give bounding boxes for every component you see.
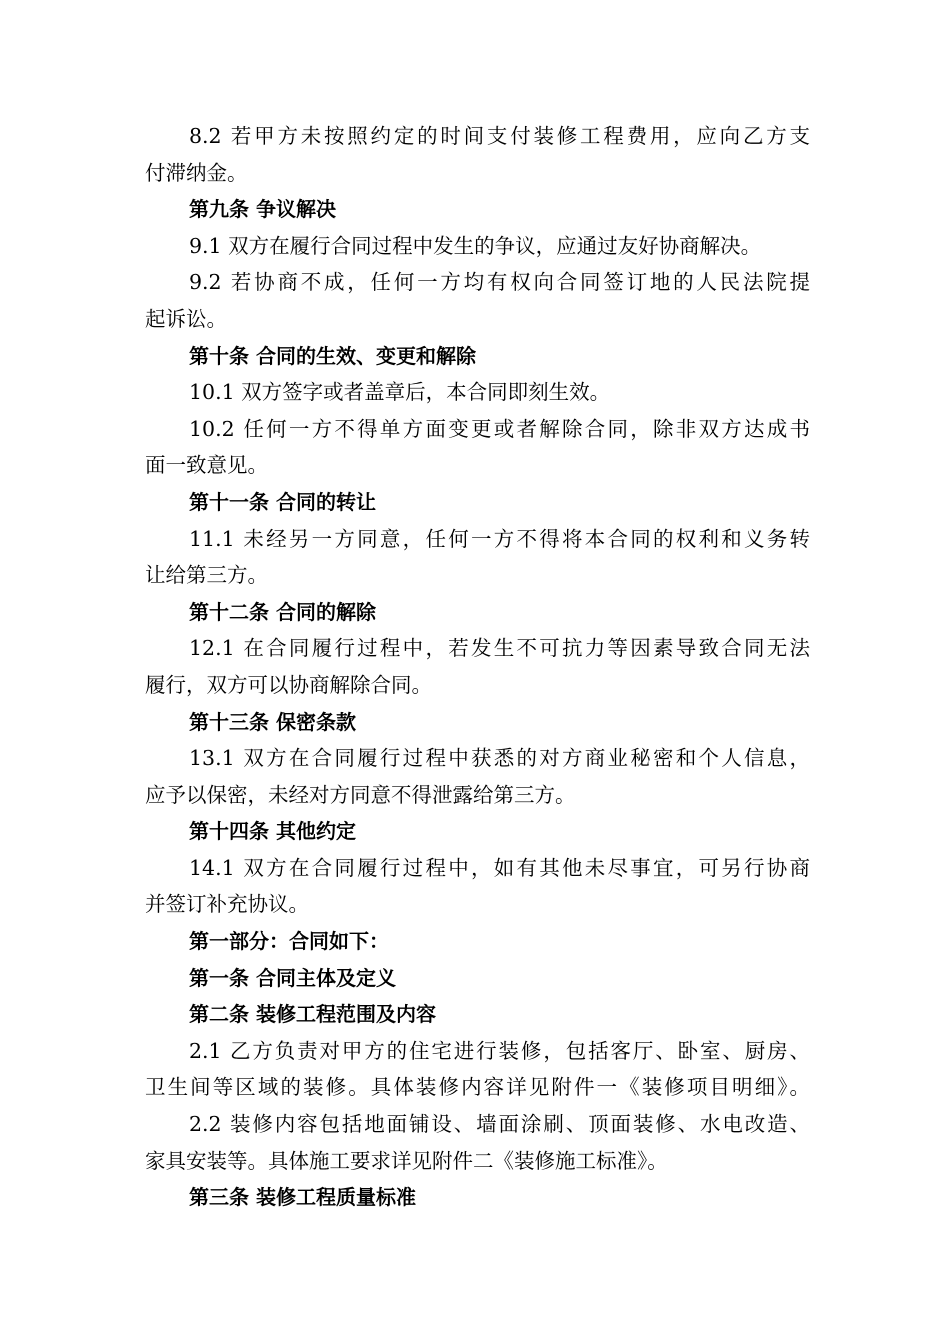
- text-line: 12.1 在合同履行过程中，若发生不可抗力等因素导致合同无法: [189, 636, 810, 661]
- text-line: 并签订补充协议。: [145, 892, 309, 917]
- section-heading: 第一部分：合同如下：: [189, 929, 389, 954]
- section-heading: 第十条 合同的生效、变更和解除: [189, 343, 476, 368]
- text-line: 2.1 乙方负责对甲方的住宅进行装修，包括客厅、卧室、厨房、: [189, 1038, 810, 1063]
- text-line: 应予以保密，未经对方同意不得泄露给第三方。: [145, 782, 576, 807]
- section-heading: 第十二条 合同的解除: [189, 599, 376, 624]
- section-heading: 第十三条 保密条款: [189, 709, 356, 734]
- text-line: 9.2 若协商不成，任何一方均有权向合同签订地的人民法院提: [189, 270, 810, 295]
- section-heading: 第一条 合同主体及定义: [189, 965, 396, 990]
- section-heading: 第十一条 合同的转让: [189, 489, 376, 514]
- text-line: 9.1 双方在履行合同过程中发生的争议，应通过友好协商解决。: [189, 233, 762, 258]
- text-line: 14.1 双方在合同履行过程中，如有其他未尽事宜，可另行协商: [189, 855, 810, 880]
- section-heading: 第三条 装修工程质量标准: [189, 1185, 416, 1210]
- section-heading: 第十四条 其他约定: [189, 819, 356, 844]
- text-line: 11.1 未经另一方同意，任何一方不得将本合同的权利和义务转: [189, 526, 810, 551]
- document-body: [145, 118, 810, 1216]
- text-line: 家具安装等。具体施工要求详见附件二《装修施工标准》。: [145, 1148, 668, 1173]
- text-line: 让给第三方。: [145, 563, 268, 588]
- section-heading: 第二条 装修工程范围及内容: [189, 1002, 436, 1027]
- text-line: 履行，双方可以协商解除合同。: [145, 672, 432, 697]
- text-line: 10.2 任何一方不得单方面变更或者解除合同，除非双方达成书: [189, 416, 810, 441]
- text-line: 13.1 双方在合同履行过程中获悉的对方商业秘密和个人信息，: [189, 746, 810, 771]
- text-line: 起诉讼。: [145, 306, 227, 331]
- text-line: 10.1 双方签字或者盖章后，本合同即刻生效。: [189, 380, 611, 405]
- text-line: 付滞纳金。: [145, 160, 248, 185]
- text-line: 2.2 装修内容包括地面铺设、墙面涂刷、顶面装修、水电改造、: [189, 1112, 810, 1137]
- section-heading: 第九条 争议解决: [189, 197, 336, 222]
- text-line: 面一致意见。: [145, 453, 268, 478]
- text-line: 卫生间等区域的装修。具体装修内容详见附件一《装修项目明细》。: [145, 1075, 810, 1100]
- text-line: 8.2 若甲方未按照约定的时间支付装修工程费用，应向乙方支: [189, 124, 810, 148]
